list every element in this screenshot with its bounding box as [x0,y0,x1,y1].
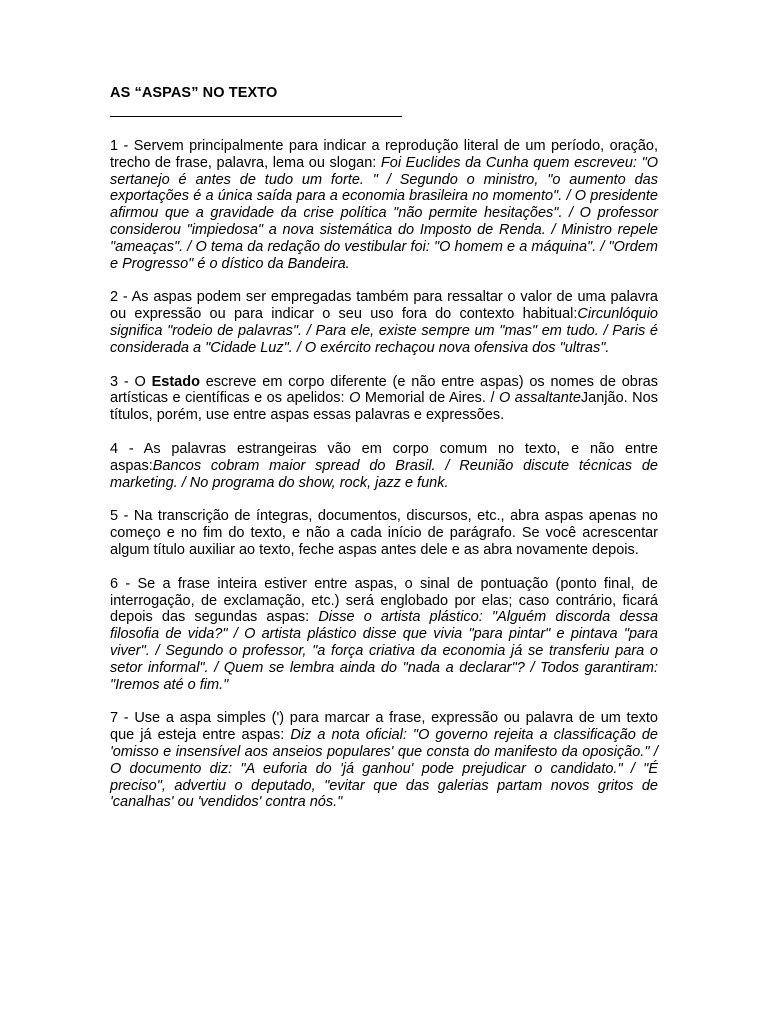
paragraph-bold-term: Estado [151,373,200,390]
document-page [110,85,658,811]
paragraph-text: Memorial de Aires. / [364,390,499,407]
paragraph-5 [110,508,658,558]
paragraph-6 [110,576,658,694]
paragraph-text: 3 - O [110,373,152,390]
paragraph-examples: Bancos cobram maior spread do Brasil. / Reunião discute técnicas de marketing. / No programa do show, rock, jazz e funk. [110,457,658,491]
paragraph-examples: Foi Euclides da Cunha quem escreveu: "O sertanejo é antes de tudo um forte. " / Segundo o ministro, "o aumento das exportações é a única saída para a economia brasileira no momento". / O presidente afirmou que a gravidade da crise política "não permite hesitações". / O professor considerou "impiedosa" a nova sistemática do Imposto de Renda. / Ministro repele "ameaças". / O tema da redação do vestibular foi: "O homem e a máquina". / "Ordem e Progresso" é o dístico da Bandeira. [110,154,658,272]
paragraph-text: escreve em corpo diferente (e não entre aspas) os nomes de obras artísticas e científicas e os apelidos: [110,373,658,407]
paragraph-italic: O [349,390,365,407]
paragraph-examples: Diz a nota oficial: "O governo rejeita a classificação de 'omisso e insensível aos anseios populares' que consta do manifesto da oposição." / O documento diz: "A euforia do 'já ganhou' pode prejudicar o candidato." / "É preciso", advertiu o deputado, "evitar que das galerias partam novos gritos de 'canalhas' ou 'vendidos' contra nós." [110,727,658,811]
title-underline [110,116,402,117]
paragraph-2 [110,289,658,356]
paragraph-7 [110,710,658,811]
paragraph-1 [110,138,658,272]
paragraph-text: 4 - As palavras estrangeiras vão em corpo comum no texto, e não entre aspas: [110,440,658,474]
paragraph-text: 2 - As aspas podem ser empregadas também para ressaltar o valor de uma palavra ou expressão ou para indicar o seu uso fora do contexto habitual: [110,289,658,323]
paragraph-text: 6 - Se a frase inteira estiver entre aspas, o sinal de pontuação (ponto final, de interrogação, de exclamação, etc.) será englobado por elas; caso contrário, ficará depois das segundas aspas: [110,575,658,626]
paragraph-3 [110,374,658,424]
paragraph-italic: O assaltante [499,390,581,407]
paragraph-text: 1 - Servem principalmente para indicar a reprodução literal de um período, oração, trecho de frase, palavra, lema ou slogan: [110,138,658,171]
paragraph-examples: Disse o artista plástico: "Alguém discorda dessa filosofia de vida?" / O artista plástico disse que vivia "para pintar" e pintava "para viver". / Segundo o professor, "a força criativa da economia já se transferiu para o setor informal". / Quem se lembra ainda do "nada a declarar"? / Todos garantiram: "Iremos até o fim." [110,609,659,693]
paragraph-text: 7 - Use a aspa simples (') para marcar a frase, expressão ou palavra de um texto que já esteja entre aspas: [110,710,658,744]
document-title: AS “ASPAS” NO TEXTO [110,85,278,101]
paragraph-4 [110,441,658,491]
paragraph-text: Janjão. Nos títulos, porém, use entre aspas essas palavras e expressões. [110,390,658,424]
paragraph-text: 5 - Na transcrição de íntegras, documentos, discursos, etc., abra aspas apenas no começo e no fim do texto, e não a cada início de parágrafo. Se você acrescentar algum título auxiliar ao texto, feche aspas antes dele e as abra novamente depois. [110,508,658,558]
paragraph-examples: Circunlóquio significa "rodeio de palavras". / Para ele, existe sempre um "mas" em tudo. / Paris é considerada a "Cidade Luz". / O exército rechaçou nova ofensiva dos "ultras". [110,306,658,356]
